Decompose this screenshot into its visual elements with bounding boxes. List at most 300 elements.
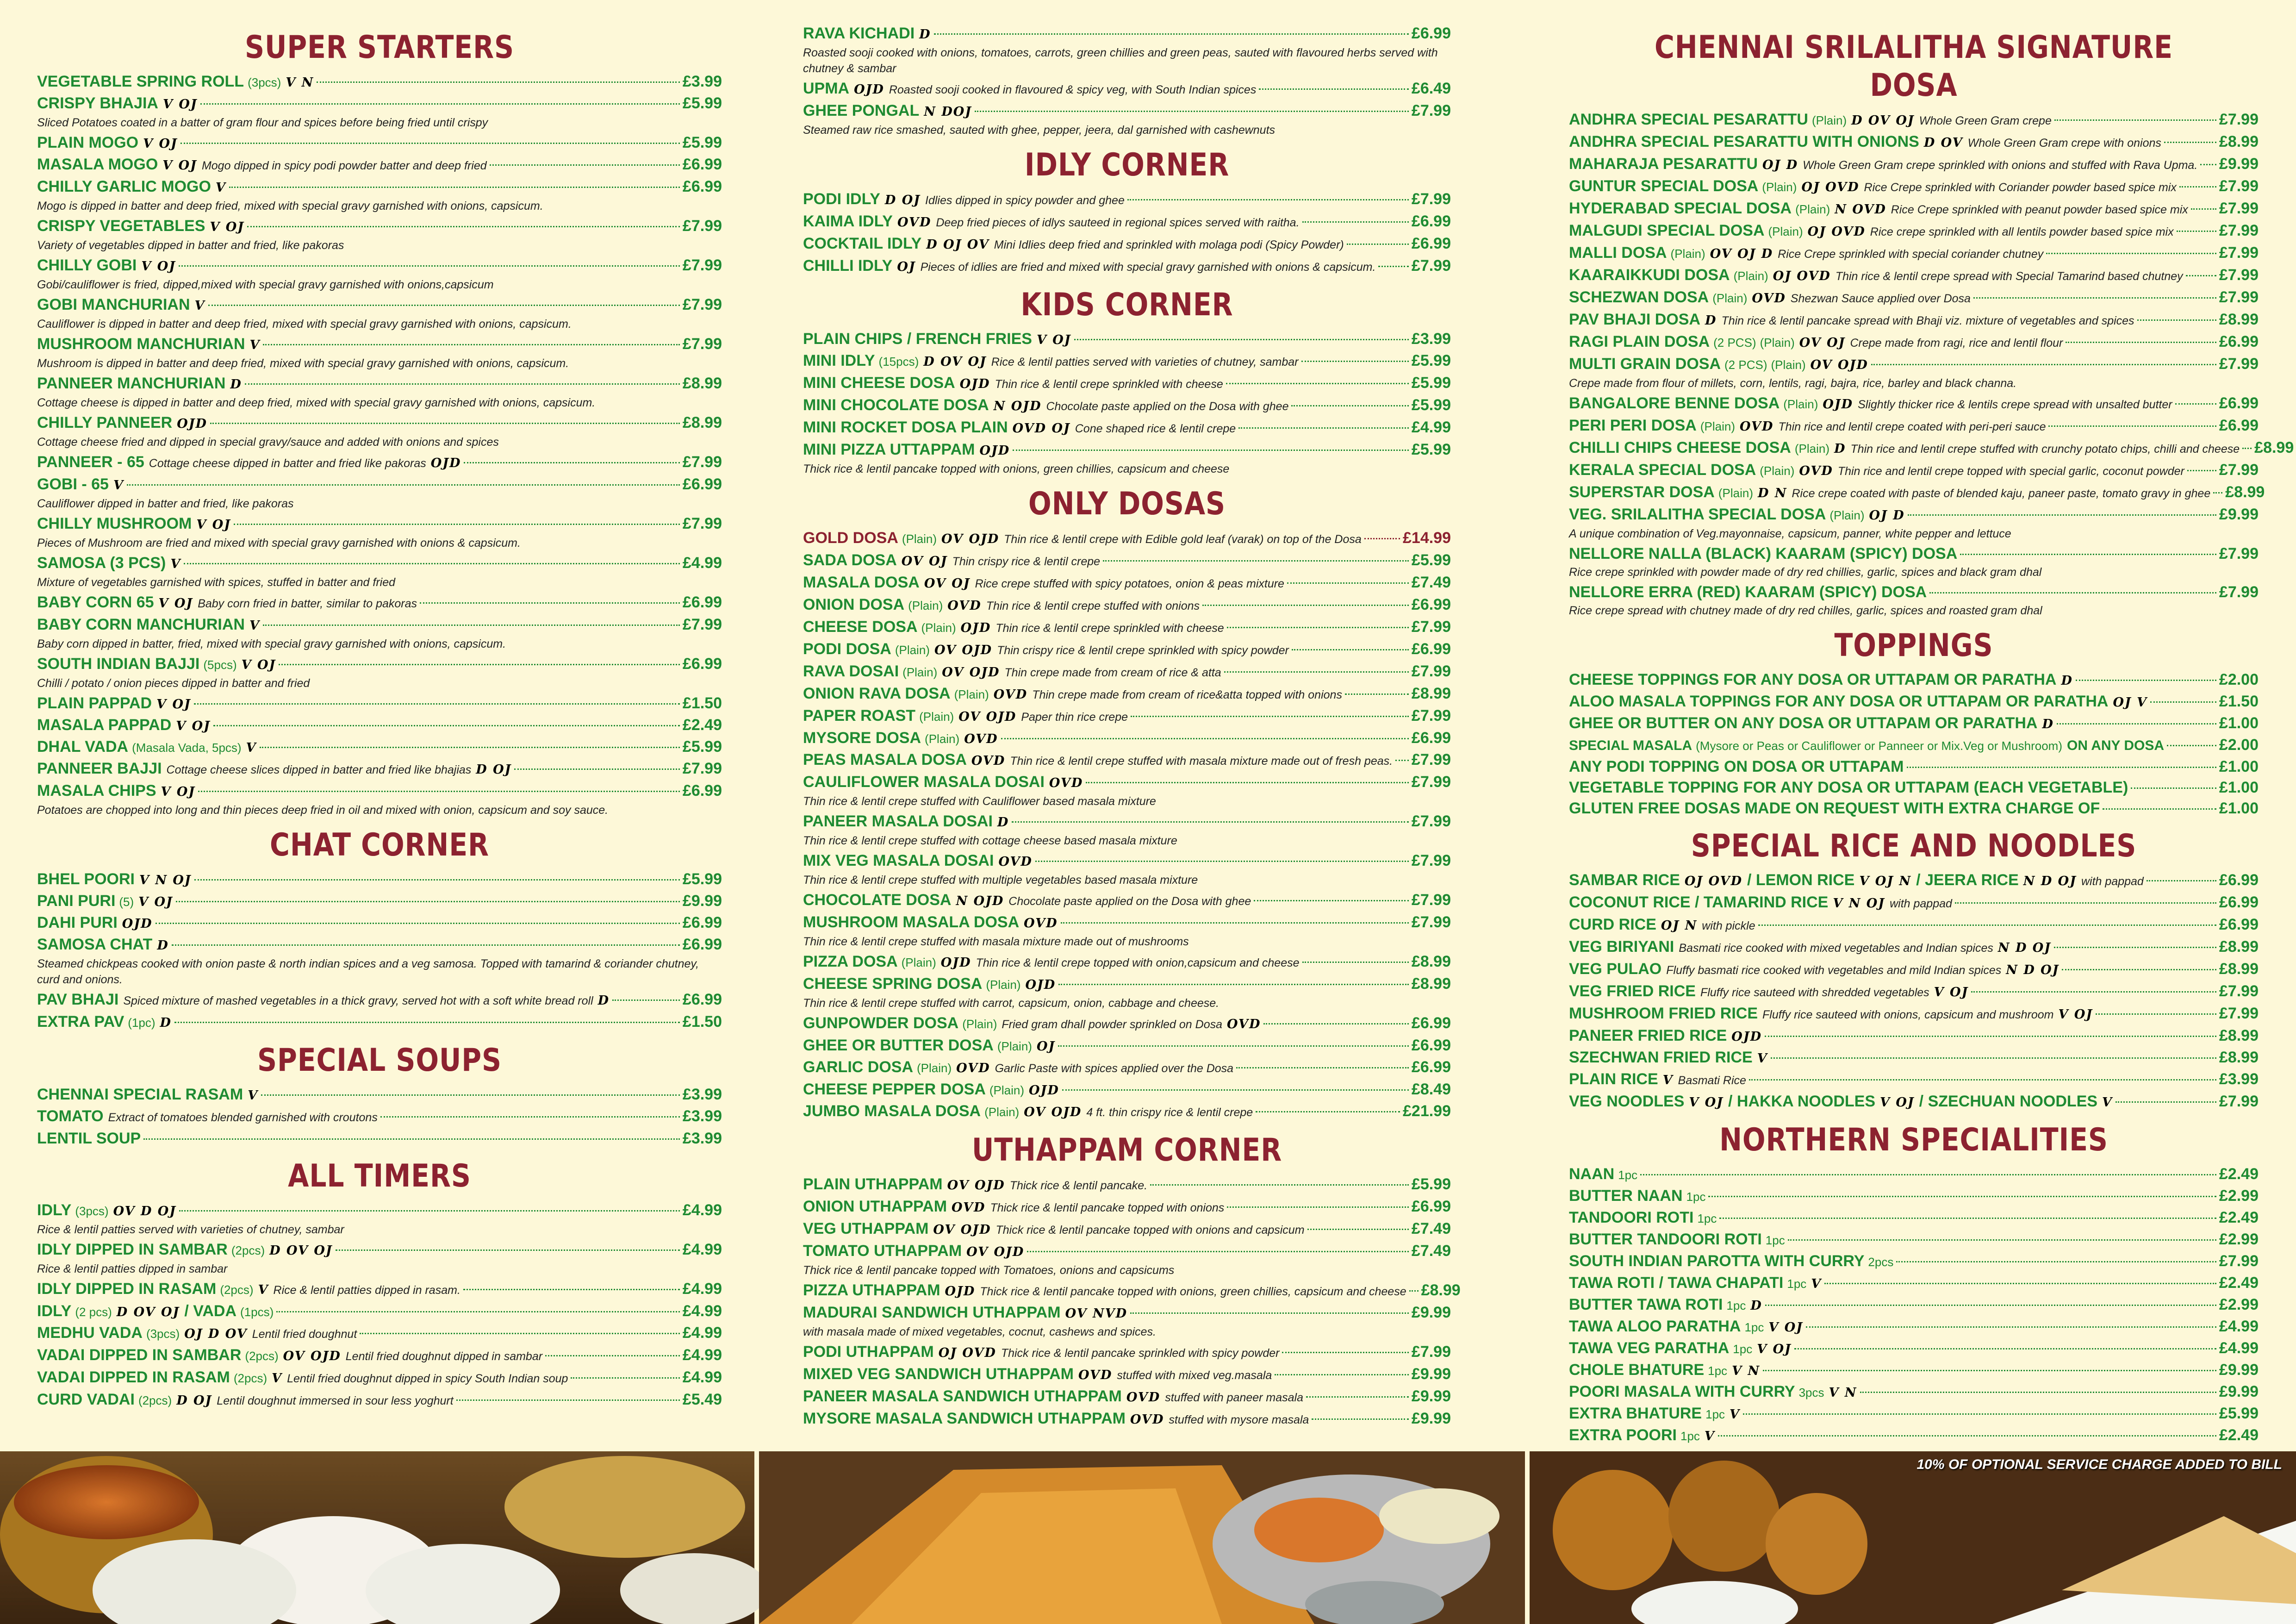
dot-leader [1824, 1283, 2216, 1284]
item-name: MUSHROOM MANCHURIAN [37, 335, 245, 353]
dot-leader [2167, 745, 2216, 746]
item-name: CHILLY MUSHROOM [37, 515, 192, 532]
dot-leader [1708, 1196, 2216, 1197]
menu-item [37, 654, 722, 675]
item-price: £6.99 [2219, 394, 2259, 412]
item-name: CHEESE SPRING DOSA [803, 975, 983, 993]
diet-tags: OVD [1752, 291, 1786, 306]
menu-item [803, 439, 1451, 461]
dot-leader [1758, 924, 2216, 926]
dot-leader [263, 625, 680, 626]
item-price: £8.99 [682, 414, 722, 431]
item-price: £8.99 [1411, 975, 1451, 993]
item-portion: (Plain) [925, 732, 960, 746]
item-price: £7.99 [1411, 812, 1451, 830]
menu-item [803, 1241, 1451, 1262]
item-price: £3.99 [682, 73, 722, 90]
item-portion: (Plain) [1794, 442, 1829, 456]
item-portion: (1pcs) [240, 1305, 274, 1319]
item-price: £6.99 [682, 475, 722, 493]
section-title-kids-corner: KIDS CORNER [1020, 287, 1233, 323]
menu-item [803, 233, 1451, 256]
item-description: Fluffy rice sauteed with onions, capsicum and mushroom [1762, 1008, 2054, 1021]
diet-tags: OVD [993, 687, 1028, 702]
menu-item [1569, 354, 2259, 375]
menu-section [803, 23, 1451, 138]
diet-tags: V OJ [1768, 1320, 1804, 1335]
diet-tags: V OJ [1880, 1095, 1915, 1110]
item-portion: (Plain) [997, 1039, 1032, 1053]
item-price: £3.99 [682, 1107, 722, 1125]
item-name: PIZZA DOSA [803, 953, 898, 970]
diet-tags: D OJ OV [926, 237, 989, 252]
item-name: MIX VEG MASALA DOSAI [803, 852, 994, 869]
item-price: £6.99 [682, 156, 722, 173]
item-price: £6.99 [2219, 893, 2259, 911]
item-name-alt: / JEERA RICE [1916, 871, 2019, 889]
diet-tags: OJD [940, 956, 971, 970]
menu-item [1569, 1207, 2259, 1229]
dot-leader [180, 143, 680, 144]
menu-item [803, 1013, 1451, 1035]
item-description: A unique combination of Veg.mayonnaise, capsicum, panner, white pepper and lettuce [1569, 527, 2011, 540]
item-description: Slightly thicker rice & lentils crepe spread with unsalted butter [1858, 398, 2172, 411]
item-name: TOMATO [37, 1107, 104, 1125]
dot-leader [2054, 119, 2216, 121]
item-name: CHILLY PANNEER [37, 414, 173, 431]
item-name: ANDHRA SPECIAL PESARATTU WITH ONIONS [1569, 133, 1919, 150]
item-name: GHEE OR BUTTER ON ANY DOSA OR UTTAPAM OR PARATHA [1569, 714, 2038, 732]
diet-tags: OJD [979, 443, 1010, 458]
dot-leader [194, 703, 680, 705]
item-price: £9.99 [2219, 506, 2259, 523]
item-description: Thick rice & lentil pancake. [1009, 1179, 1148, 1192]
item-description: Thick rice & lentil pancake topped with onions and capsicum [996, 1224, 1305, 1237]
item-description: Thin rice & lentil crepe stuffed with masala mixture made out of fresh peas. [1010, 755, 1393, 768]
dot-leader [2186, 275, 2216, 276]
item-portion: (1pc) [128, 1016, 156, 1030]
diet-tags: OV OJD [942, 665, 1000, 680]
diet-tags: OV OJD [966, 1245, 1025, 1259]
dot-leader [1282, 1352, 1408, 1353]
diet-tags: OJD [945, 1284, 976, 1299]
item-portion: (Plain) [962, 1017, 997, 1031]
item-portion: (Plain) [895, 643, 930, 657]
diet-tags: D N [1758, 486, 1787, 500]
item-price: £3.99 [1411, 330, 1451, 348]
diet-tags: D [1750, 1299, 1762, 1313]
menu-item [37, 989, 722, 1012]
section-title-idly-corner: IDLY CORNER [1024, 147, 1230, 183]
item-description: Crepe made from ragi, rice and lentil flour [1850, 337, 2063, 350]
diet-tags: V OJ [162, 158, 197, 173]
item-name: PIZZA UTHAPPAM [803, 1281, 940, 1299]
diet-tags: V OJ [163, 97, 198, 112]
item-description: Thick rice & lentil pancake sprinkled with spicy powder [1001, 1347, 1280, 1360]
item-price: £3.99 [2219, 1070, 2259, 1088]
item-description: Cottage cheese is dipped in batter and deep fried, mixed with special gravy garnished with onions, capsicum. [37, 396, 596, 409]
item-description: 4 ft. thin crispy rice & lentil crepe [1086, 1106, 1253, 1119]
item-description: Thin rice and lentil crepe topped with special garlic, coconut powder [1837, 465, 2184, 478]
dot-leader [1763, 1370, 2216, 1371]
menu-section [803, 1131, 1461, 1430]
dot-leader [1302, 221, 1409, 223]
menu-item [803, 1196, 1451, 1218]
item-name: HYDERABAD SPECIAL DOSA [1569, 200, 1792, 217]
dot-leader [247, 226, 680, 227]
diet-tags: OJD [177, 417, 207, 431]
item-portion: 1pc [1744, 1320, 1764, 1334]
menu-item [37, 474, 722, 496]
item-name: PLAIN MOGO [37, 134, 139, 151]
item-price: £9.99 [1411, 1365, 1451, 1383]
menu-item [1569, 504, 2259, 526]
diet-tags: V OJ [210, 220, 245, 234]
item-name: CHOLE BHATURE [1569, 1361, 1705, 1379]
item-description: Mushroom is dipped in batter and deep fried, mixed with special gravy garnished with onions, capsicum. [37, 357, 569, 370]
menu-item [1569, 482, 2265, 504]
item-portion: (2pcs) [220, 1283, 254, 1297]
menu-item [803, 1079, 1451, 1101]
section-title-super-starters: SUPER STARTERS [245, 29, 514, 66]
item-description: Thin rice & lentil pancake spread with Bhaji viz. mixture of vegetables and spices [1721, 314, 2134, 327]
item-price: £6.49 [1411, 80, 1451, 97]
item-portion: (Plain) [1795, 202, 1830, 216]
diet-tags: D [157, 938, 169, 953]
item-portion: (2pcs) [138, 1393, 172, 1407]
item-name: GLUTEN FREE DOSAS MADE ON REQUEST WITH EXTRA CHARGE OF [1569, 800, 2100, 817]
menu-item [37, 1301, 722, 1323]
diet-tags: V [248, 1088, 259, 1103]
dot-leader [490, 164, 680, 166]
menu-item [37, 132, 722, 154]
item-price: £8.99 [2219, 311, 2259, 328]
menu-item [803, 100, 1451, 122]
diet-tags: D [997, 815, 1009, 830]
item-price: £9.99 [1411, 1410, 1451, 1427]
item-description: Extract of tomatoes blended garnished with croutons [108, 1111, 378, 1124]
section-title-northern-specialities: NORTHERN SPECIALITIES [1719, 1122, 2108, 1158]
dot-leader [174, 1022, 680, 1023]
diet-tags: V OJ [1757, 1342, 1792, 1356]
dot-leader [1259, 88, 1409, 90]
diet-tags: D [1705, 313, 1717, 328]
item-name: GUNTUR SPECIAL DOSA [1569, 177, 1759, 195]
item-description: Thin rice & lentil crepe stuffed with cottage cheese based masala mixture [803, 834, 1177, 847]
item-name: COCKTAIL IDLY [803, 235, 922, 252]
menu-item [1569, 892, 2259, 914]
item-price: £4.99 [682, 1280, 722, 1298]
item-price: £7.99 [2219, 200, 2259, 217]
menu-item [1569, 287, 2259, 309]
menu-column-2 [803, 23, 1461, 1430]
menu-section [37, 826, 722, 1033]
menu-item [803, 890, 1451, 912]
menu-item [803, 1280, 1461, 1302]
menu-item [1569, 1338, 2259, 1360]
dot-leader [1306, 1396, 1409, 1398]
dot-leader [463, 1289, 680, 1290]
menu-section [1569, 1121, 2259, 1447]
menu-item [803, 1386, 1451, 1408]
item-description: Chocolate paste applied on the Dosa with ghee [1046, 400, 1289, 413]
item-name: GARLIC DOSA [803, 1058, 913, 1076]
item-price: £6.99 [682, 178, 722, 195]
diet-tags: OJ OVD [1684, 874, 1743, 888]
item-name: ONION RAVA DOSA [803, 685, 951, 702]
item-description: Rice crepe sprinkled with all lentils powder based spice mix [1870, 225, 2174, 238]
menu-item [803, 189, 1451, 211]
item-price: £2.99 [2219, 1230, 2259, 1248]
diet-tags: OV OJD [947, 1178, 1005, 1193]
item-portion: (Plain) [1670, 247, 1705, 261]
dot-leader [2066, 342, 2216, 343]
menu-item [803, 594, 1451, 617]
item-description: Thin rice & lentil crepe topped with onion,capsicum and cheese [976, 956, 1300, 969]
dot-leader [1058, 984, 1409, 985]
item-description: Thin crispy rice & lentil crepe sprinkled with spicy powder [997, 644, 1289, 657]
menu-item [37, 1200, 722, 1222]
diet-tags: V [1662, 1073, 1674, 1087]
item-portion: (15pcs) [878, 355, 919, 369]
menu-item [803, 1101, 1451, 1123]
item-name: PAPER ROAST [803, 707, 916, 725]
diet-tags: V OJ [2058, 1007, 2093, 1022]
item-price: £7.99 [2219, 355, 2259, 373]
menu-item [1569, 309, 2259, 331]
diet-tags: OV OJD [958, 710, 1017, 724]
item-portion: (2 PCS) [1724, 358, 1767, 372]
dot-leader [1794, 1348, 2216, 1349]
dot-leader [276, 1311, 680, 1312]
menu-item [1569, 331, 2259, 354]
menu-section [37, 1042, 722, 1149]
item-name: MASALA PAPPAD [37, 716, 172, 734]
menu-item [1569, 1164, 2259, 1186]
diet-tags: OVD [1049, 776, 1083, 790]
dot-leader [2175, 403, 2216, 405]
menu-item [803, 350, 1451, 373]
diet-tags: OJD [122, 917, 153, 931]
diet-tags: OJ D [1869, 508, 1905, 523]
item-description: Roasted sooji cooked in flavoured & spicy veg, with South Indian spices [889, 83, 1257, 96]
item-price: £5.99 [1411, 551, 1451, 569]
diet-tags: OVD [1078, 1368, 1113, 1382]
item-name: PEAS MASALA DOSA [803, 751, 967, 768]
item-name: POORI MASALA WITH CURRY [1569, 1383, 1795, 1400]
item-price: £6.99 [1411, 212, 1451, 230]
item-name: CHILLI CHIPS CHEESE DOSA [1569, 439, 1791, 456]
diet-tags: D [597, 993, 610, 1008]
item-price: £2.99 [2219, 1296, 2259, 1313]
dot-leader [2103, 808, 2216, 810]
diet-tags: OJ V [2113, 695, 2148, 710]
item-portion: (5pcs) [203, 658, 237, 672]
item-name: SPECIAL MASALA [1569, 738, 1692, 753]
item-description: Lentil fried doughnut dipped in spicy South Indian soup [287, 1372, 568, 1385]
item-description: Cauliflower is dipped in batter and deep fried, mixed with special gravy garnished with onions, capsicum. [37, 318, 572, 331]
item-name: GHEE PONGAL [803, 102, 920, 119]
item-name: PAV BHAJI [37, 991, 119, 1008]
dot-leader [1035, 861, 1409, 862]
menu-item [803, 951, 1451, 974]
menu-section [37, 29, 722, 818]
dot-leader [2187, 470, 2216, 471]
diet-tags: OVD [947, 599, 982, 613]
item-description: Cottage cheese dipped in batter and fried like pakoras [149, 457, 426, 470]
item-price: £6.99 [1411, 1058, 1451, 1076]
item-name: JUMBO MASALA DOSA [803, 1102, 981, 1120]
item-price: £8.99 [2219, 1049, 2259, 1066]
item-price: £4.99 [682, 1241, 722, 1258]
dot-leader [208, 305, 680, 306]
section-title-special-rice-and-noodles: SPECIAL RICE AND NOODLES [1691, 828, 2137, 864]
diet-tags: V OJ [143, 137, 178, 151]
menu-item [803, 1174, 1451, 1196]
item-name: CHILLY GOBI [37, 256, 137, 274]
menu-section [803, 485, 1451, 1123]
dot-leader [1896, 1261, 2216, 1262]
dot-leader [1718, 1435, 2216, 1437]
menu-item [37, 912, 722, 934]
menu-item [37, 412, 722, 434]
diet-tags: OV D OJ [113, 1204, 177, 1218]
item-description: Potatoes are chopped into long and thin pieces deep fried in oil and mixed with onion, capsicum and soy sauce. [37, 804, 609, 817]
item-description: Mixture of vegetables garnished with spices, stuffed in batter and fried [37, 576, 396, 589]
menu-item [803, 329, 1451, 350]
item-price: £6.99 [2219, 333, 2259, 350]
diet-tags: OVD [956, 1061, 990, 1075]
diet-tags: OV OJD [934, 643, 993, 657]
item-price: £1.00 [2219, 758, 2259, 775]
menu-item [1569, 756, 2259, 777]
item-price: £7.99 [1411, 751, 1451, 768]
item-price: £7.99 [682, 256, 722, 274]
item-price: £2.49 [2219, 1426, 2259, 1444]
item-portion: (Plain) [1768, 225, 1803, 238]
dot-leader [1743, 1413, 2216, 1415]
dot-leader [1871, 364, 2216, 365]
dot-leader [1086, 782, 1409, 783]
item-portion: (2 PCS) [1713, 336, 1756, 350]
dot-leader [1061, 922, 1409, 924]
diet-tags: OJD [1731, 1030, 1762, 1044]
menu-item [1569, 981, 2259, 1003]
item-name: TAWA ALOO PARATHA [1569, 1318, 1741, 1335]
item-description: Pieces of idlies are fried and mixed with special gravy garnished with onions & capsicum. [920, 261, 1376, 274]
item-price: £5.99 [1411, 374, 1451, 392]
item-name: BANGALORE BENNE DOSA [1569, 394, 1780, 412]
item-portion: (Plain) [1783, 397, 1818, 411]
item-description: Thin crispy rice & lentil crepe [952, 555, 1101, 568]
dot-leader [143, 1138, 680, 1140]
dot-leader [127, 484, 680, 486]
item-name: MULTI GRAIN DOSA [1569, 355, 1721, 373]
item-name: VEG UTHAPPAM [803, 1220, 929, 1237]
menu-item [37, 294, 722, 316]
item-description: stuffed with mysore masala [1169, 1413, 1309, 1426]
item-description: with pappad [2081, 875, 2144, 888]
item-portion: 1pc [1787, 1277, 1807, 1291]
item-name: PLAIN PAPPAD [37, 694, 152, 712]
item-price: £8.99 [2219, 960, 2259, 978]
dot-leader [514, 768, 680, 770]
dot-leader [2200, 164, 2216, 165]
item-name: CHOCOLATE DOSA [803, 891, 952, 909]
diet-tags: D OJ [476, 762, 512, 777]
menu-item [803, 1057, 1451, 1079]
service-charge-note: 10% OF OPTIONAL SERVICE CHARGE ADDED TO BILL [1916, 1457, 2282, 1472]
item-portion: (Plain) [901, 956, 936, 969]
menu-item [1569, 1091, 2259, 1113]
menu-item [803, 706, 1451, 728]
item-price: £6.99 [682, 914, 722, 931]
item-price: £4.99 [2219, 1318, 2259, 1335]
menu-item [803, 617, 1451, 639]
item-name: CAULIFLOWER MASALA DOSAI [803, 773, 1045, 791]
item-name-alt: ON ANY DOSA [2067, 738, 2165, 753]
diet-tags: OV OJD [933, 1223, 991, 1237]
diet-tags: V N OJ [1833, 896, 1885, 911]
menu-item [37, 1239, 722, 1261]
item-price: £2.49 [2219, 1209, 2259, 1226]
menu-item [1569, 1273, 2259, 1294]
item-price: £9.99 [2219, 1361, 2259, 1379]
menu-item [803, 750, 1451, 772]
menu-item [37, 1012, 722, 1033]
item-portion: (Plain) [919, 710, 954, 724]
section-title-uthappam-corner: UTHAPPAM CORNER [971, 1132, 1282, 1168]
item-price: £7.99 [1411, 773, 1451, 791]
item-name: CHILLI IDLY [803, 257, 893, 275]
diet-tags: D [2042, 717, 2054, 731]
dot-leader [176, 901, 680, 902]
item-name: COCONUT RICE / TAMARIND RICE [1569, 893, 1829, 911]
diet-tags: N OJD [993, 399, 1042, 413]
diet-tags: N D OJ [1997, 941, 2052, 955]
item-description: Thin rice & lentil crepe spread with Special Tamarind based chutney [1835, 270, 2183, 283]
item-portion: 1pc [1705, 1407, 1725, 1421]
dot-leader [2054, 947, 2216, 948]
item-name: CURD VADAI [37, 1391, 135, 1408]
menu-item [803, 661, 1451, 683]
menu-item [1569, 1047, 2259, 1069]
item-price: £7.99 [1411, 102, 1451, 119]
item-description: Thin rice & lentil crepe stuffed with multiple vegetables based masala mixture [803, 874, 1198, 887]
dot-leader [1860, 1392, 2216, 1393]
item-price: £5.99 [682, 738, 722, 756]
item-name: MAHARAJA PESARATTU [1569, 155, 1758, 173]
diet-tags: OJ OVD [1773, 269, 1831, 283]
menu-item [1569, 1316, 2259, 1338]
item-name: PANNEER - 65 [37, 453, 144, 471]
dot-leader [1227, 627, 1409, 628]
item-price: £1.00 [2219, 714, 2259, 732]
menu-item [803, 211, 1451, 233]
item-price: £7.99 [2219, 1252, 2259, 1270]
dot-leader [1287, 582, 1409, 584]
item-name: MEDHU VADA [37, 1324, 143, 1342]
diet-tags: OVD [1126, 1390, 1161, 1405]
menu-item [1569, 1186, 2259, 1207]
dot-leader [1640, 1174, 2216, 1175]
item-portion: (Plain) [984, 1105, 1020, 1119]
item-name: TAWA VEG PARATHA [1569, 1339, 1730, 1357]
diet-tags: V [272, 1371, 283, 1386]
item-price: £6.99 [682, 936, 722, 953]
diet-tags: OJ OVD [1801, 180, 1860, 194]
item-price: £7.99 [1411, 1343, 1451, 1361]
